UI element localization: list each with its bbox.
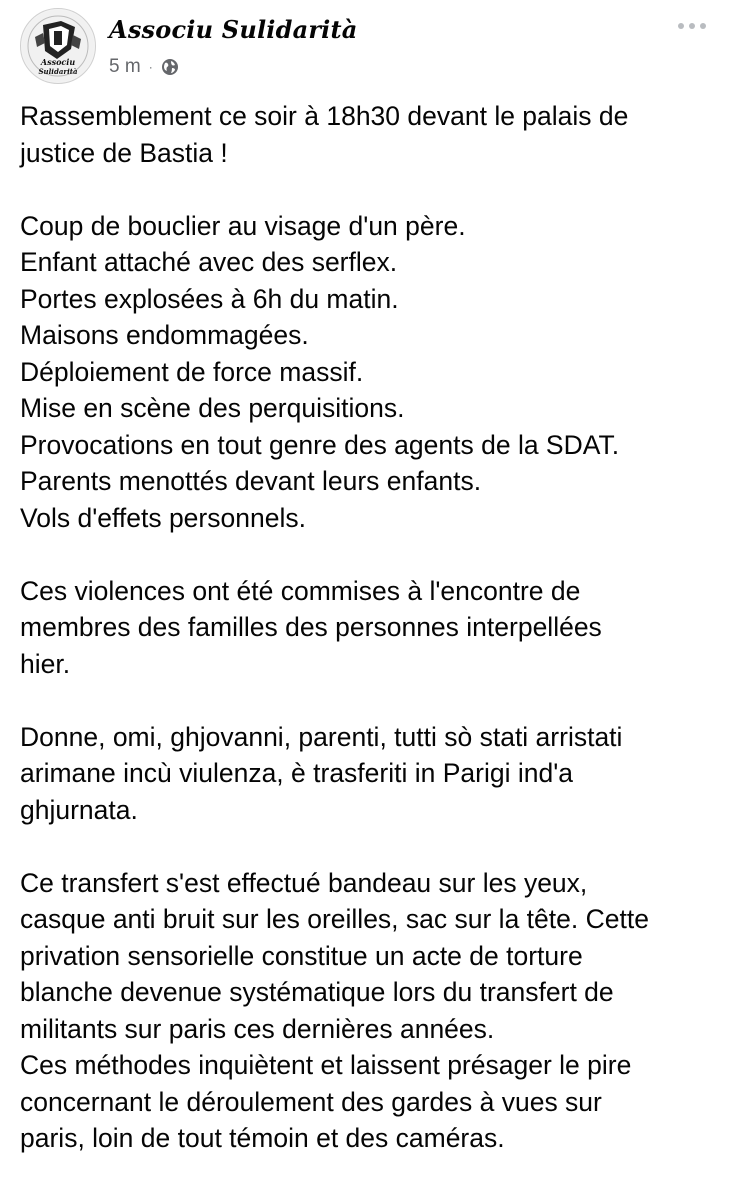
more-dot	[689, 23, 695, 29]
meta-separator: ·	[148, 60, 153, 74]
text-line: Ces violences ont été commises à l'encontre de	[20, 575, 581, 606]
text-line: ghjurnata.	[20, 794, 138, 825]
text-line: Parents menottés devant leurs enfants.	[20, 466, 482, 496]
text-line: Maisons endommagées.	[20, 320, 309, 350]
more-dot	[700, 23, 706, 29]
text-line: Ce transfert s'est effectué bandeau sur les yeux,	[20, 867, 588, 898]
author-name[interactable]: Associu Sulidarità	[109, 15, 358, 44]
text-line: justice de Bastia !	[20, 137, 228, 168]
text-line: privation sensorielle constitue un acte de torture	[20, 940, 583, 971]
paragraph-gap	[20, 828, 720, 865]
text-line: hier.	[20, 648, 71, 679]
organization-logo-avatar-icon	[21, 9, 95, 83]
more-options-icon[interactable]	[672, 14, 712, 38]
text-line: paris, loin de tout témoin et des caméras.	[20, 1123, 505, 1153]
text-line: casque anti bruit sur les oreilles, sac sur la tête. Cette	[20, 904, 649, 934]
text-line: concernant le déroulement des gardes à vues sur	[20, 1086, 602, 1117]
paragraph-gap	[20, 171, 720, 208]
text-line: Vols d'effets personnels.	[20, 502, 306, 533]
text-line: militants sur paris ces dernières années.	[20, 1013, 495, 1044]
text-line: Ces méthodes inquiètent et laissent présager le pire	[20, 1050, 632, 1080]
post-body	[20, 98, 720, 1157]
text-line: Portes explosées à 6h du matin.	[20, 283, 399, 314]
avatar-logo-text-1: Associu	[40, 57, 76, 67]
text-line: Déploiement de force massif.	[20, 356, 364, 387]
text-line: Coup de bouclier au visage d'un père.	[20, 210, 466, 241]
paragraph-gap	[20, 536, 720, 573]
globe-icon[interactable]	[161, 58, 179, 76]
text-line: arimane incù viulenza, è trasferiti in Parigi ind'a	[20, 758, 573, 788]
more-dot	[678, 23, 684, 29]
text-line: Provocations en tout genre des agents de la SDAT.	[20, 429, 620, 460]
avatar-logo-text-2: Sulidarità	[38, 67, 78, 76]
text-line: blanche devenue systématique lors du transfert de	[20, 977, 614, 1007]
text-line: Mise en scène des perquisitions.	[20, 393, 405, 423]
post-header	[20, 8, 712, 88]
paragraph-gap	[20, 682, 720, 719]
text-line: Donne, omi, ghjovanni, parenti, tutti sò stati arristati	[20, 721, 623, 752]
avatar[interactable]	[20, 8, 96, 84]
text-line: Rassemblement ce soir à 18h30 devant le palais de	[20, 101, 629, 131]
text-line: Enfant attaché avec des serflex.	[20, 247, 398, 277]
post-meta	[109, 56, 179, 78]
post-timestamp[interactable]: 5 m	[109, 56, 141, 77]
text-line: membres des familles des personnes interpellées	[20, 612, 602, 642]
